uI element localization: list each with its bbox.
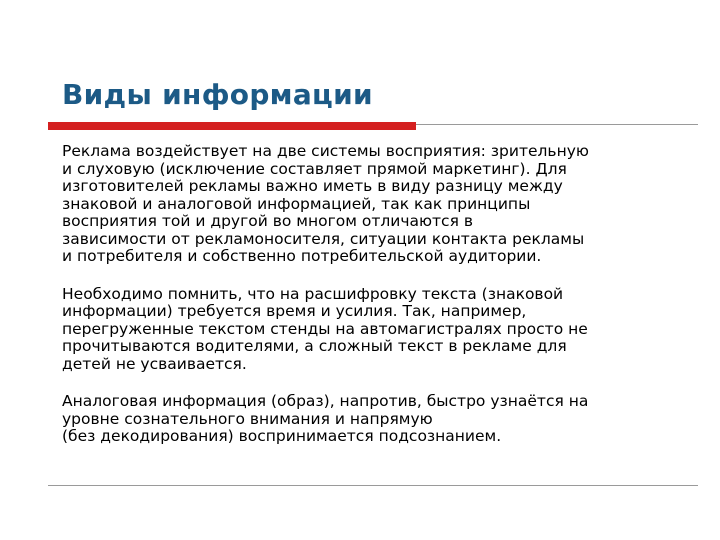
text-line: уровне сознательного внимания и напрямую bbox=[62, 409, 433, 428]
text-line: Реклама воздействует на две системы восприятия: зрительную bbox=[62, 142, 589, 160]
bottom-rule bbox=[48, 485, 698, 486]
text-line: (без декодирования) воспринимается подсознанием. bbox=[62, 427, 502, 445]
title-underline-red bbox=[48, 122, 416, 130]
paragraph-3 bbox=[62, 393, 672, 446]
text-line: Необходимо помнить, что на расшифровку текста (знаковой bbox=[62, 284, 564, 303]
text-line: изготовителей рекламы важно иметь в виду разницу между bbox=[62, 177, 563, 195]
text-line: Аналоговая информация (образ), напротив, быстро узнаётся на bbox=[62, 392, 589, 410]
slide-title: Виды информации bbox=[62, 78, 373, 111]
text-line: знаковой и аналоговой информацией, так как принципы bbox=[62, 194, 531, 213]
text-line: и слуховую (исключение составляет прямой маркетинг). Для bbox=[62, 159, 567, 178]
text-line: зависимости от рекламоносителя, ситуации контакта рекламы bbox=[62, 229, 585, 248]
text-line: прочитываются водителями, а сложный текст в рекламе для bbox=[62, 337, 567, 355]
text-line: восприятия той и другой во многом отличаются в bbox=[62, 212, 473, 230]
text-line: перегруженные текстом стенды на автомагистралях просто не bbox=[62, 319, 588, 338]
text-line: детей не усваивается. bbox=[62, 354, 247, 373]
paragraph-1 bbox=[62, 143, 672, 266]
text-line: и потребителя и собственно потребительской аудитории. bbox=[62, 247, 542, 265]
text-line: информации) требуется время и усилия. Так, например, bbox=[62, 302, 527, 320]
paragraph-2 bbox=[62, 286, 672, 374]
slide-body bbox=[62, 143, 672, 446]
